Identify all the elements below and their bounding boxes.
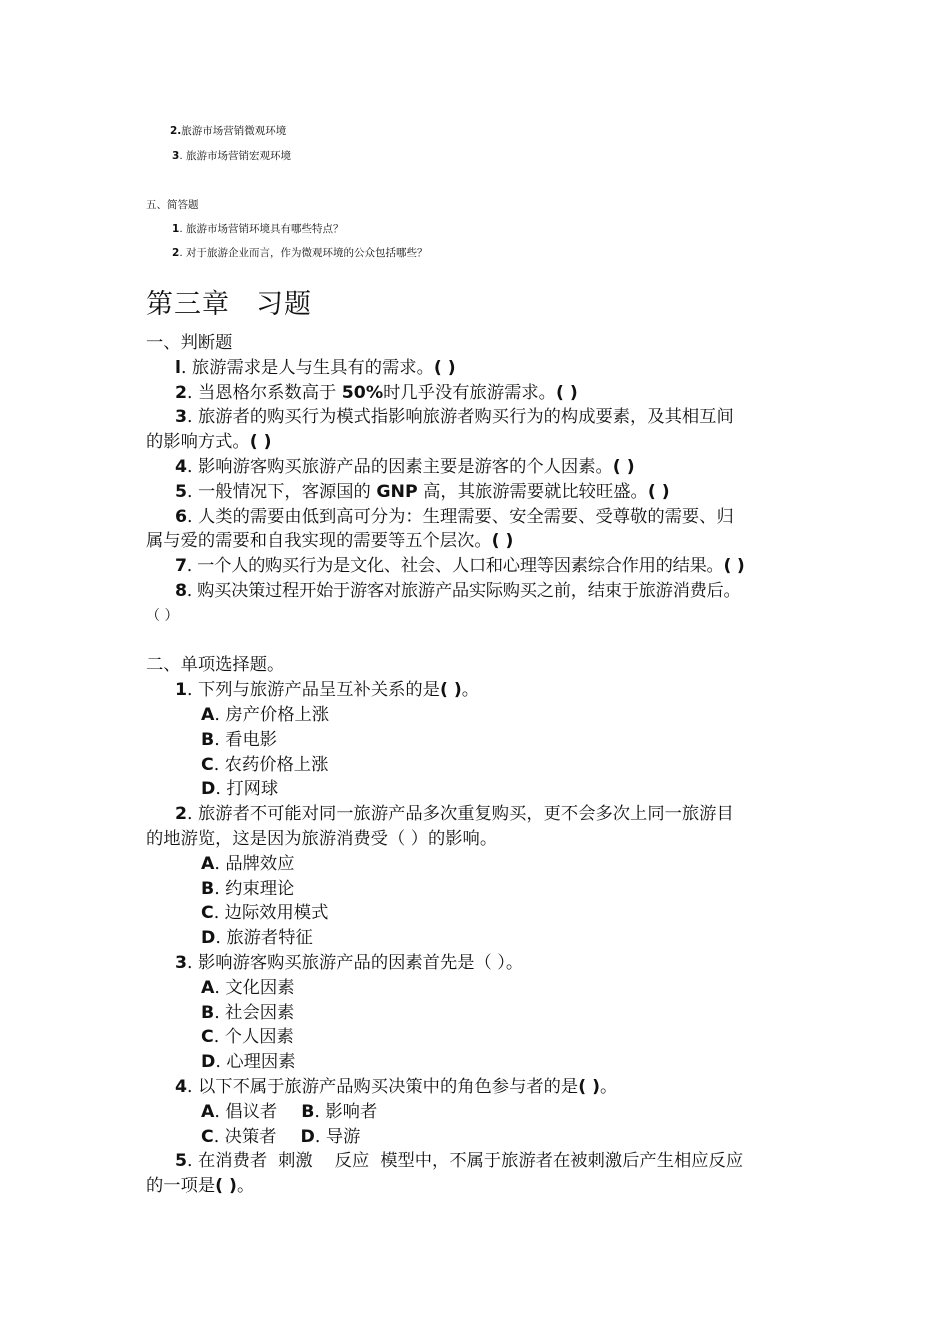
option: D. 旅游者特征	[201, 928, 313, 949]
option: C. 边际效用模式	[201, 903, 329, 924]
option: D. 导游	[300, 1126, 361, 1147]
option-row	[146, 1100, 818, 1125]
option: B. 社会因素	[201, 1002, 295, 1023]
chapter-title: 第三章 习题	[146, 289, 312, 320]
question: 3. 影响游客购买旅游产品的因素首先是（ ）。	[175, 952, 524, 973]
question: 5. 一般情况下，客源国的 GNP 高，其旅游需要就比较旺盛。( )	[175, 481, 670, 502]
section-heading: 二、单项选择题。	[146, 655, 285, 676]
section-heading: 一、判断题	[146, 333, 233, 353]
option: B. 约束理论	[201, 878, 295, 899]
question: 2. 旅游者不可能对同一旅游产品多次重复购买，更不会多次上同一旅游目	[175, 804, 734, 825]
option: C. 农药价格上涨	[201, 754, 329, 775]
option: A. 房产价格上涨	[201, 704, 330, 725]
option: A. 倡议者	[201, 1101, 278, 1122]
question: 4. 以下不属于旅游产品购买决策中的角色参与者的是( )。	[175, 1076, 618, 1097]
option: B. 看电影	[201, 729, 278, 750]
list-item: 2. 对于旅游企业而言，作为微观环境的公众包括哪些？	[172, 247, 428, 259]
question: 5. 在消费者 刺激 反应 模型中，不属于旅游者在被刺激后产生相应反应	[175, 1151, 744, 1172]
question: 4. 影响游客购买旅游产品的因素主要是游客的个人因素。( )	[175, 456, 635, 477]
question: l. 旅游需求是人与生具有的需求。( )	[175, 357, 456, 378]
option: A. 文化因素	[201, 977, 295, 998]
question: 3. 旅游者的购买行为模式指影响旅游者购买行为的构成要素，及其相互间	[175, 407, 734, 428]
question: 7. 一个人的购买行为是文化、社会、人口和心理等因素综合作用的结果。( )	[175, 556, 745, 577]
question: 8. 购买决策过程开始于游客对旅游产品实际购买之前，结束于旅游消费后。	[175, 580, 741, 601]
section-heading: 五、简答题	[146, 199, 199, 211]
question-continuation: 的地游览，这是因为旅游消费受（ ）的影响。	[146, 828, 498, 849]
option: D. 打网球	[201, 779, 279, 800]
list-item: 2.旅游市场营销微观环境	[170, 125, 287, 137]
list-item: 3. 旅游市场营销宏观环境	[172, 150, 291, 162]
question: 2. 当恩格尔系数高于 50%时几乎没有旅游需求。( )	[175, 382, 578, 403]
question: 1. 下列与旅游产品呈互补关系的是( )。	[175, 680, 480, 701]
question-continuation: （ ）	[146, 607, 179, 624]
question-continuation: 的一项是( )。	[146, 1176, 255, 1197]
option: C. 决策者	[201, 1126, 277, 1147]
question-continuation: 的影响方式。( )	[146, 432, 272, 453]
question-continuation: 属与爱的需要和自我实现的需要等五个层次。( )	[146, 531, 514, 552]
option: D. 心理因素	[201, 1052, 296, 1073]
option: C. 个人因素	[201, 1027, 294, 1048]
list-item: 1. 旅游市场营销环境具有哪些特点？	[172, 223, 344, 235]
exercise-body	[146, 331, 818, 1199]
option-row	[146, 1125, 818, 1150]
option: A. 品牌效应	[201, 853, 295, 874]
question: 6. 人类的需要由低到高可分为：生理需要、安全需要、受尊敬的需要、归	[175, 506, 734, 527]
option: B. 影响者	[301, 1101, 378, 1122]
